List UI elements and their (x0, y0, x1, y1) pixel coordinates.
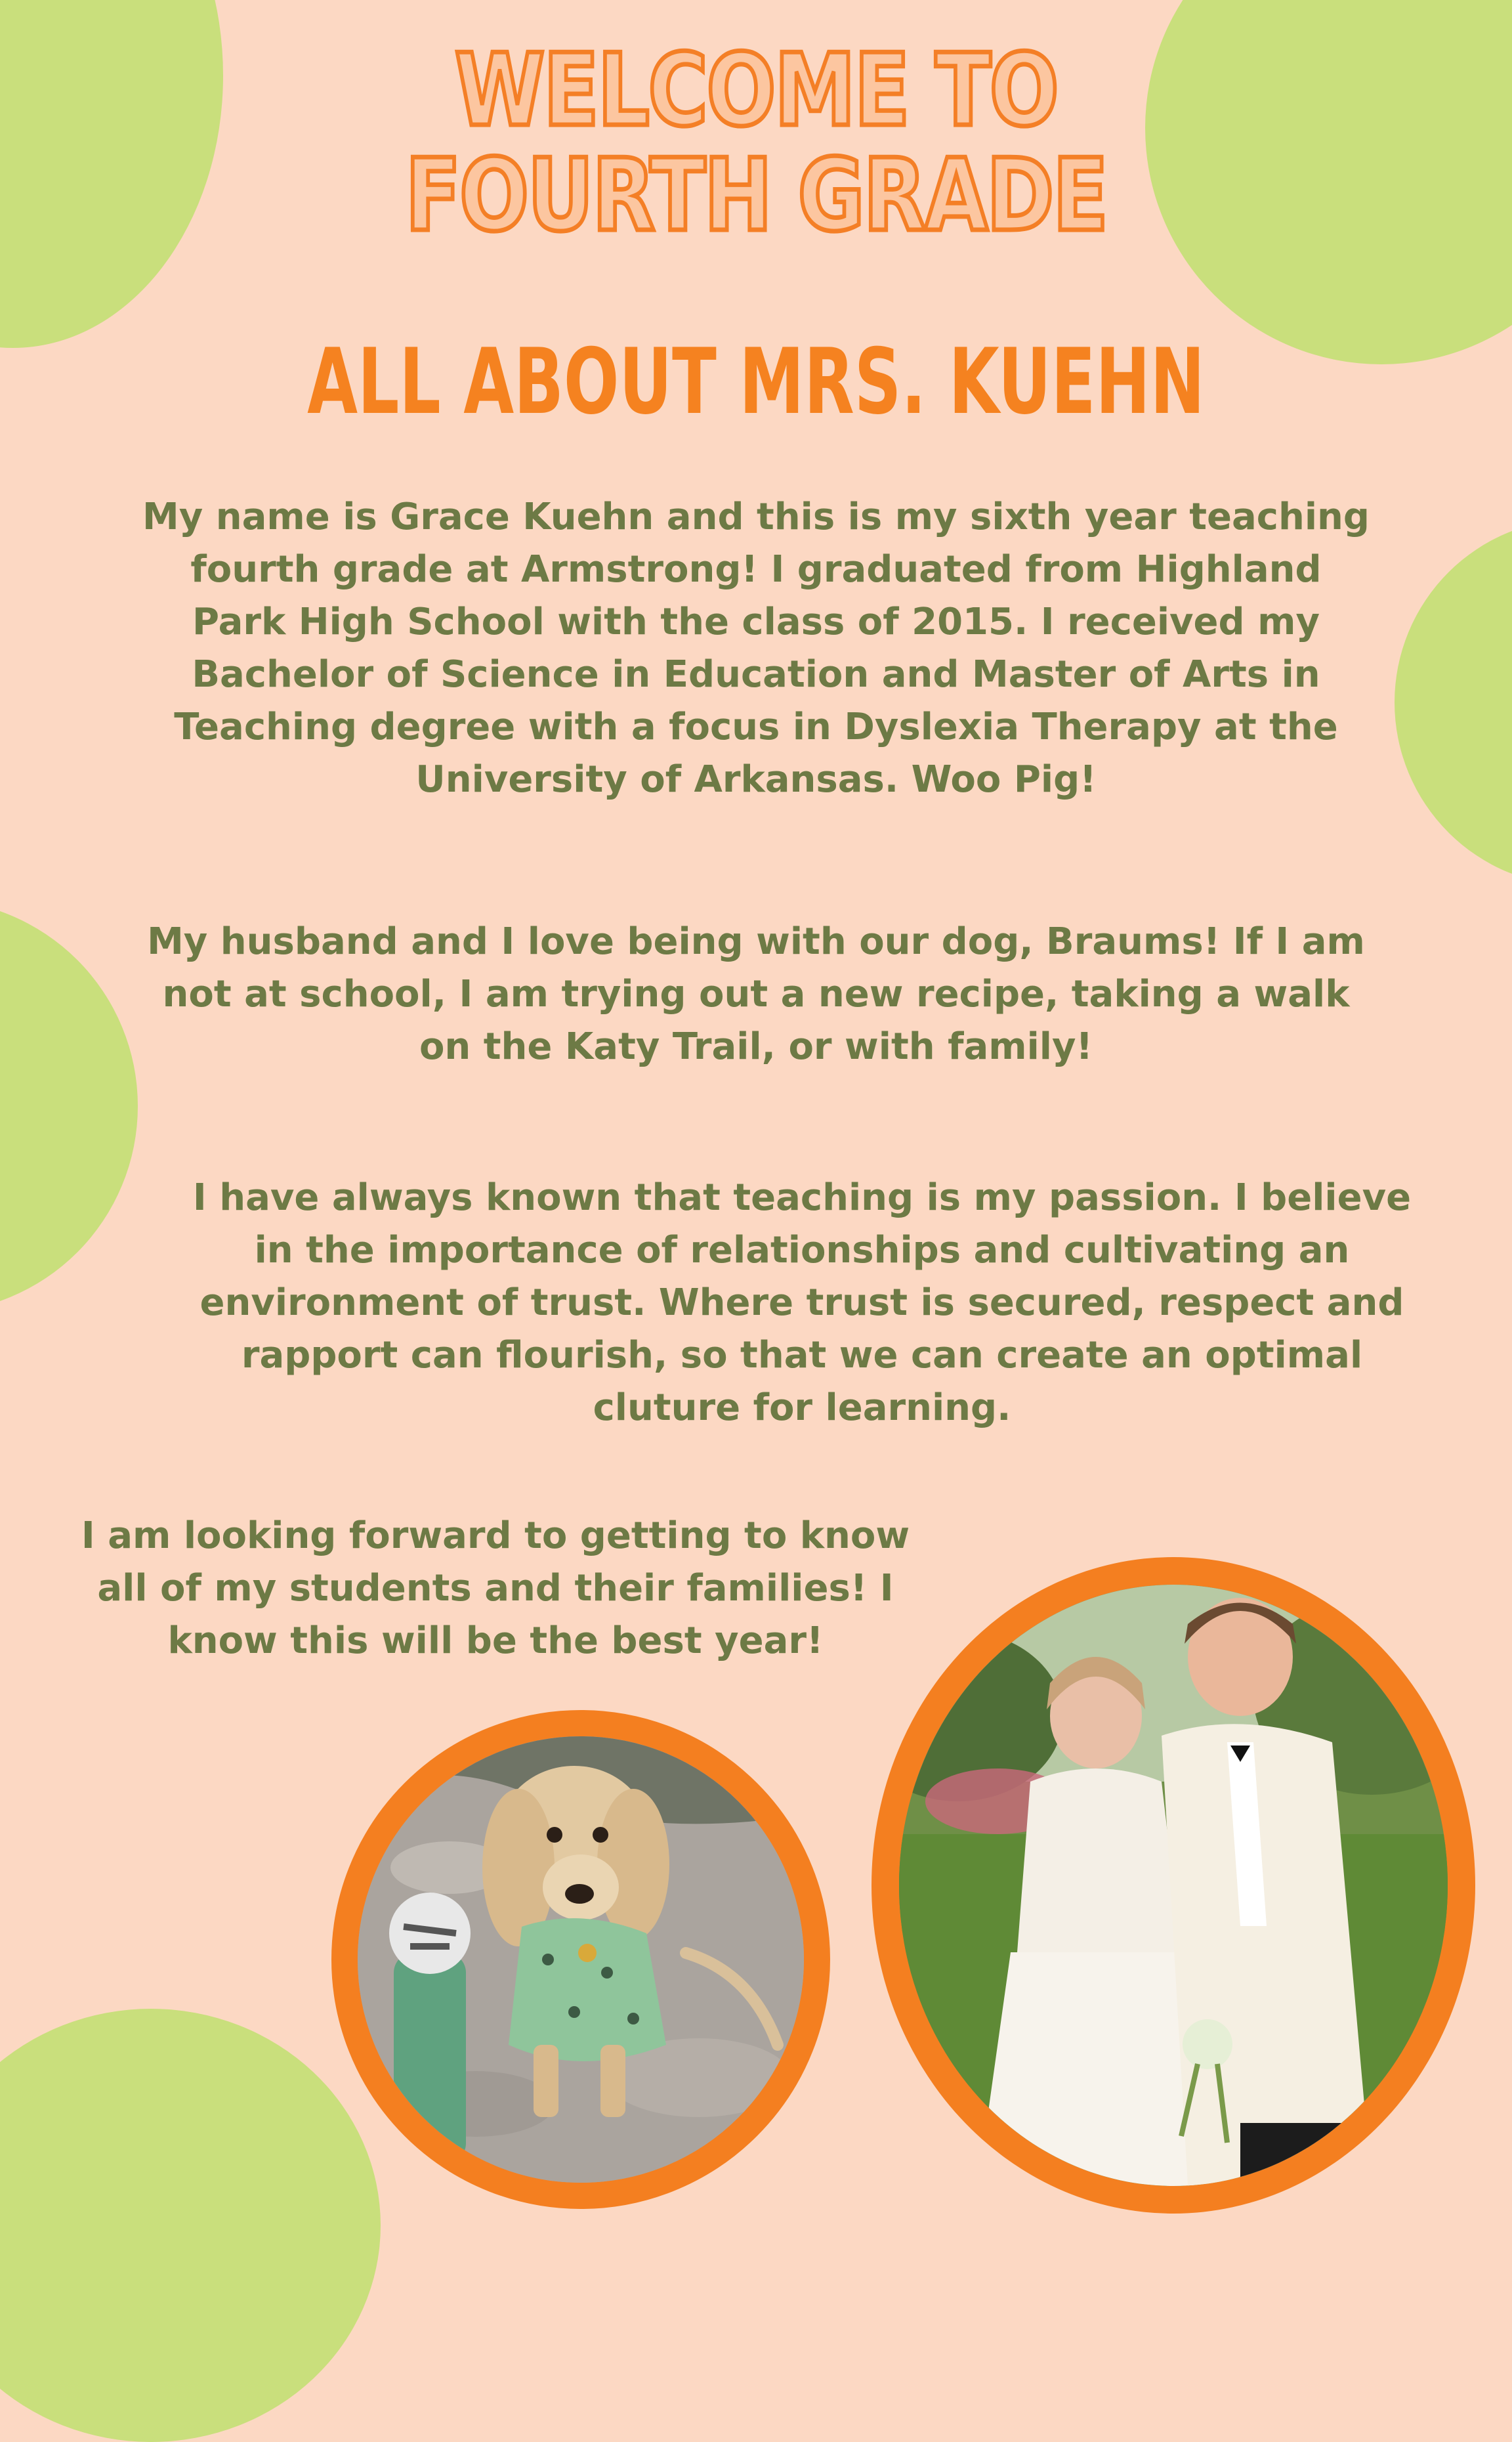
title-line-1: WELCOME TO (454, 32, 1058, 148)
page-title (136, 32, 1376, 253)
page-subtitle: ALL ABOUT MRS. KUEHN (307, 329, 1205, 435)
family-paragraph: My husband and I love being with our dog, Braums! If I am not at school, I am trying out a new recipe, taking a walk on the Katy Trail, or with family! (147, 920, 1365, 1068)
closing-paragraph: I am looking forward to getting to know all of my students and their families! I know this will be the best year! (81, 1514, 910, 1662)
title-line-2: FOURTH GRADE (405, 137, 1107, 253)
couple-photo (872, 1557, 1475, 2214)
passion-paragraph: I have always known that teaching is my passion. I believe in the importance of relationships and cultivating an environment of trust. Where trust is secured, respect and rapport can flourish, so that we can create an optimal cluture for learning. (192, 1176, 1412, 1429)
intro-paragraph: My name is Grace Kuehn and this is my sixth year teaching fourth grade at Armstrong! I graduated from Highland Park High School with the class of 2015. I received my Bachelor of Science in Education and Master of Arts in Teaching degree with a focus in Dyslexia Therapy at the University of Arkansas. Woo Pig! (142, 496, 1370, 801)
couple-photo-illustration (899, 1585, 1448, 2186)
dog-photo (331, 1710, 830, 2209)
decorative-dot-bottom-left (0, 2009, 381, 2442)
dog-photo-illustration (358, 1736, 804, 2183)
